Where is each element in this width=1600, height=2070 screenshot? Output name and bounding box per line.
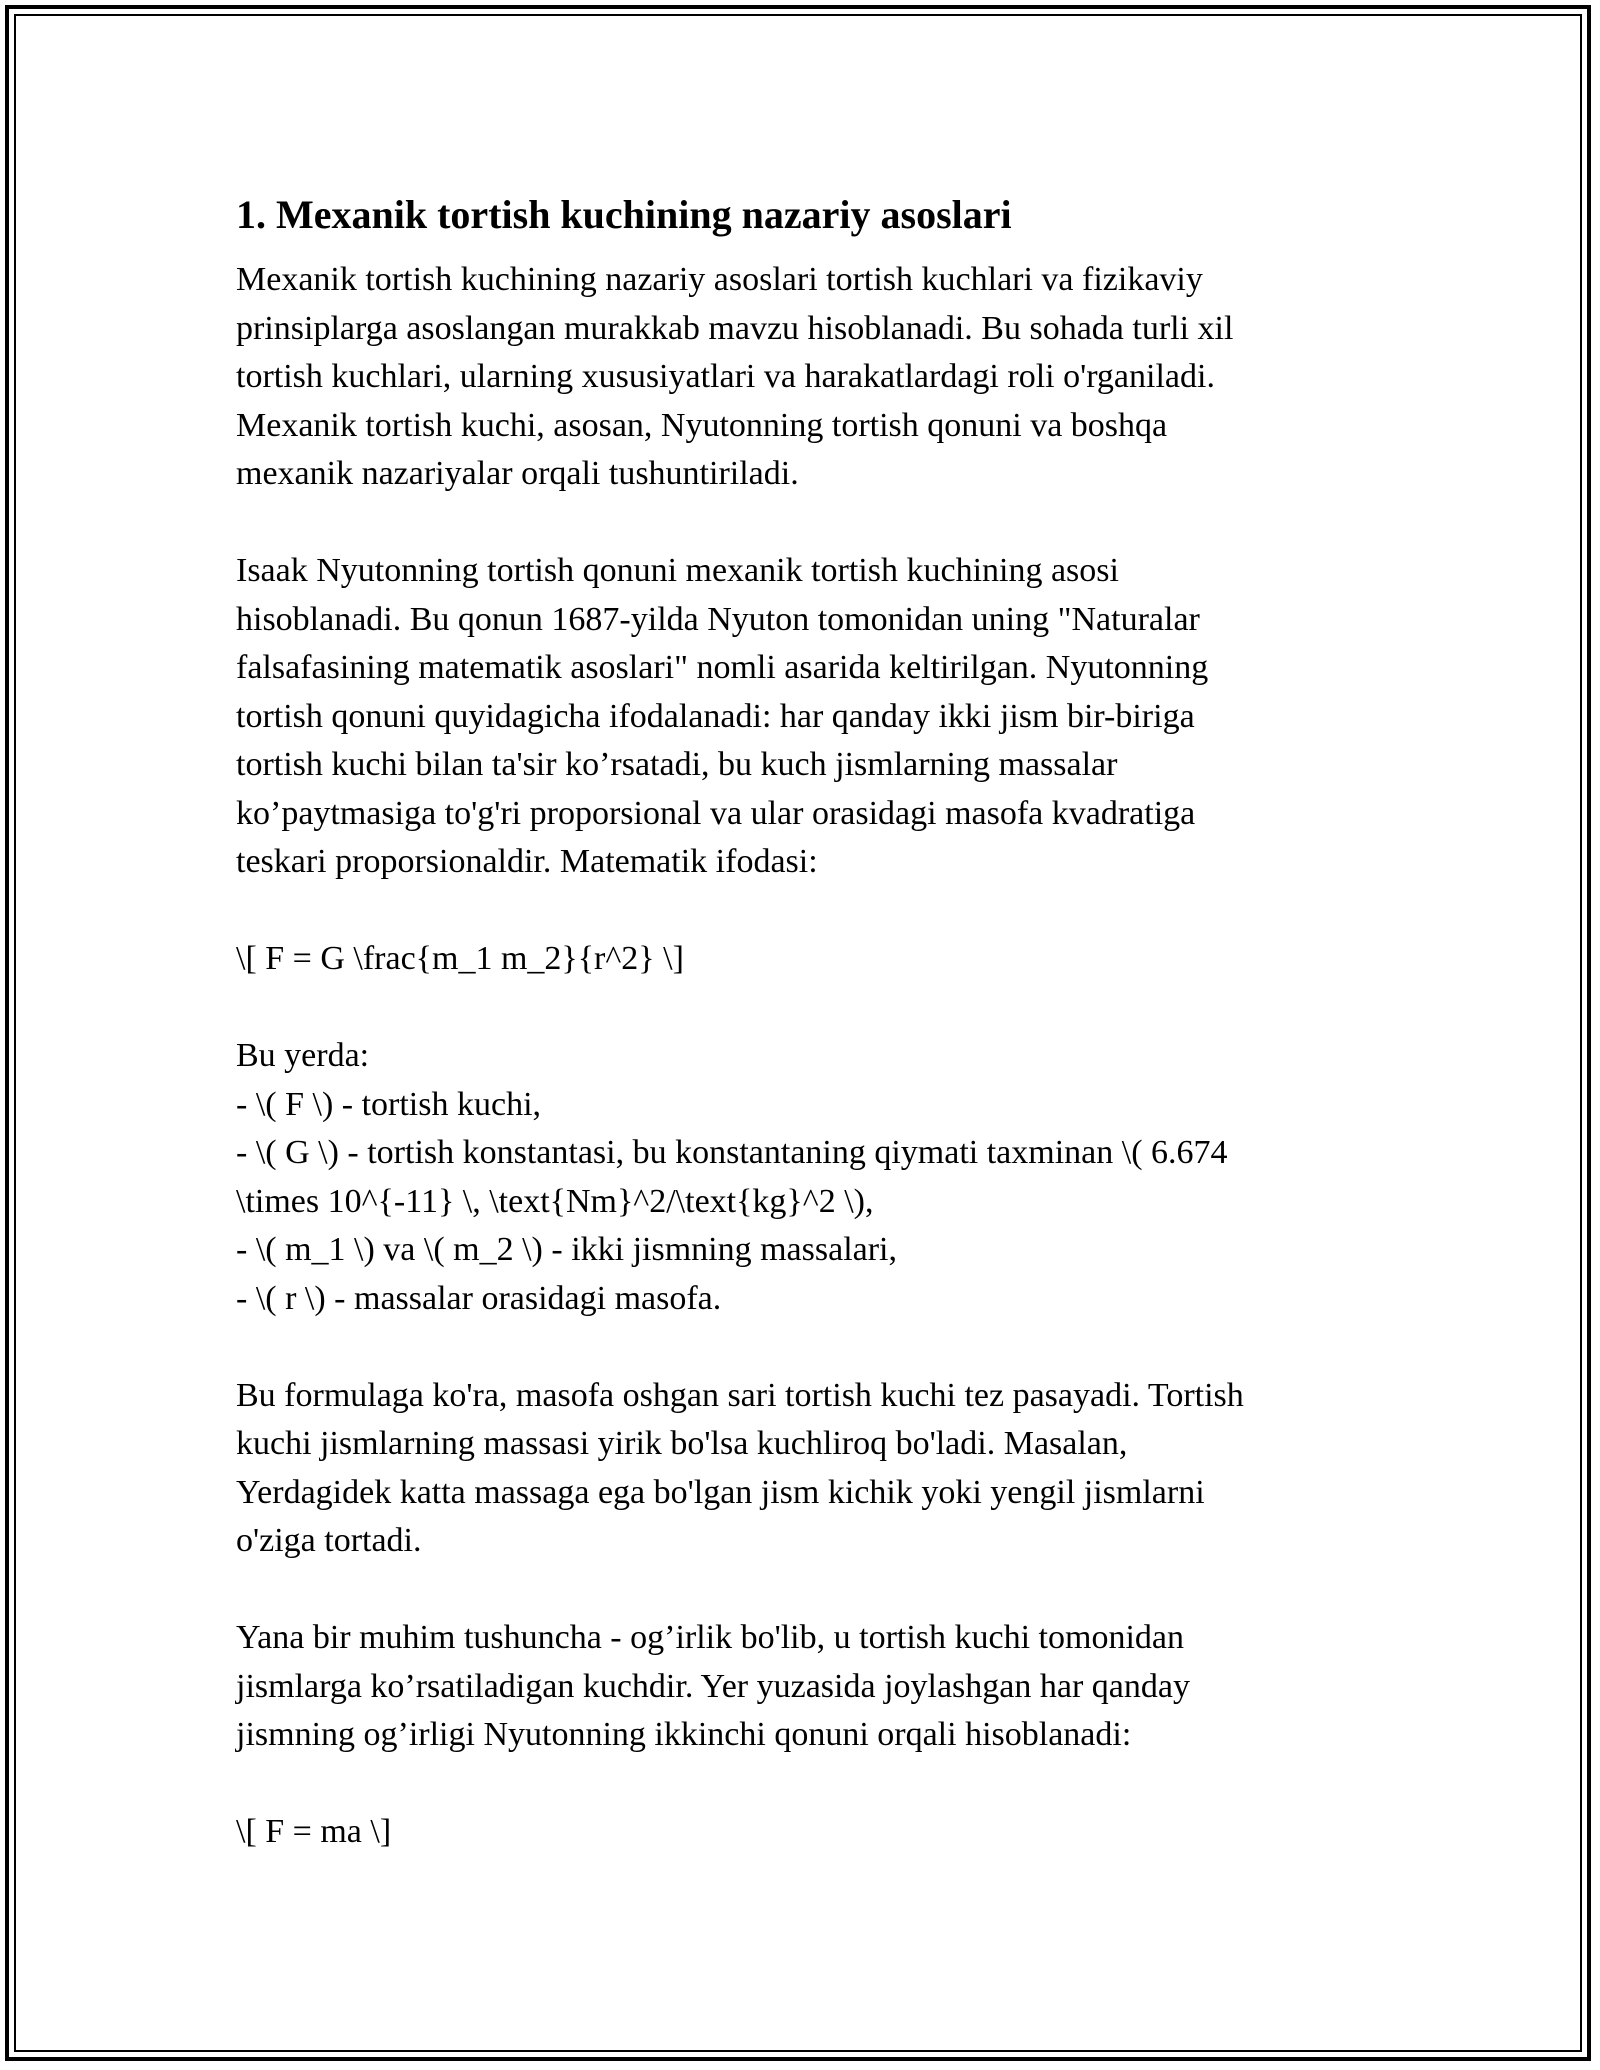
paragraph-newton-law: Isaak Nyutonning tortish qonuni mexanik tortish kuchining asosi hisoblanadi. Bu qonun 1687-yilda Nyuton tomonidan uning "Naturalar falsafasining matematik asoslari" nomli asarida keltirilgan. Nyutonning tortish qonuni quyidagicha ifodalanadi: har qanday ikki jism bir-biriga tortish kuchi bilan ta'sir ko’rsatadi, bu kuch jismlarning massalar ko’paytmasiga to'g'ri proporsional va ular orasidagi masofa kvadratiga teskari proporsionaldir. Matematik ifodasi: (236, 552, 1209, 880)
formula-second-law: \[ F = ma \] (236, 1813, 392, 1850)
paragraph-distance-effect: Bu formulaga ko'ra, masofa oshgan sari tortish kuchi tez pasayadi. Tortish kuchi jismlarning massasi yirik bo'lsa kuchliroq bo'ladi. Masalan, Yerdagidek katta massaga ega bo'lgan jism kichik yoki yengil jismlarni o'ziga tortadi. (236, 1376, 1244, 1559)
formula-gravitation: \[ F = G \frac{m_1 m_2}{r^2} \] (236, 940, 684, 977)
paragraph-weight: Yana bir muhim tushuncha - og’irlik bo'lib, u tortish kuchi tomonidan jismlarga ko’rsatiladigan kuchdir. Yer yuzasida joylashgan har qanday jismning og’irligi Nyutonning ikkinchi qonuni orqali hisoblanadi: (236, 1619, 1190, 1753)
section-title: 1. Mexanik tortish kuchining nazariy asoslari (236, 192, 1012, 237)
variable-definitions: Bu yerda: - \( F \) - tortish kuchi, - \( G \) - tortish konstantasi, bu konstantaning qiymati taxminan \( 6.674 \times 10^{-11} \, \text{Nm}^2/\text{kg}^2 \), - \( m_1 \) va \( m_2 \) - ikki jismning massalari, - \( r \) - massalar orasidagi masofa. (236, 1037, 1228, 1317)
paragraph-intro: Mexanik tortish kuchining nazariy asoslari tortish kuchlari va fizikaviy prinsiplarga asoslangan murakkab mavzu hisoblanadi. Bu sohada turli xil tortish kuchlari, ularning xususiyatlari va harakatlardagi roli o'rganiladi. Mexanik tortish kuchi, asosan, Nyutonning tortish qonuni va boshqa mexanik nazariyalar orqali tushuntiriladi. (236, 261, 1234, 492)
document-body (236, 186, 1366, 1857)
